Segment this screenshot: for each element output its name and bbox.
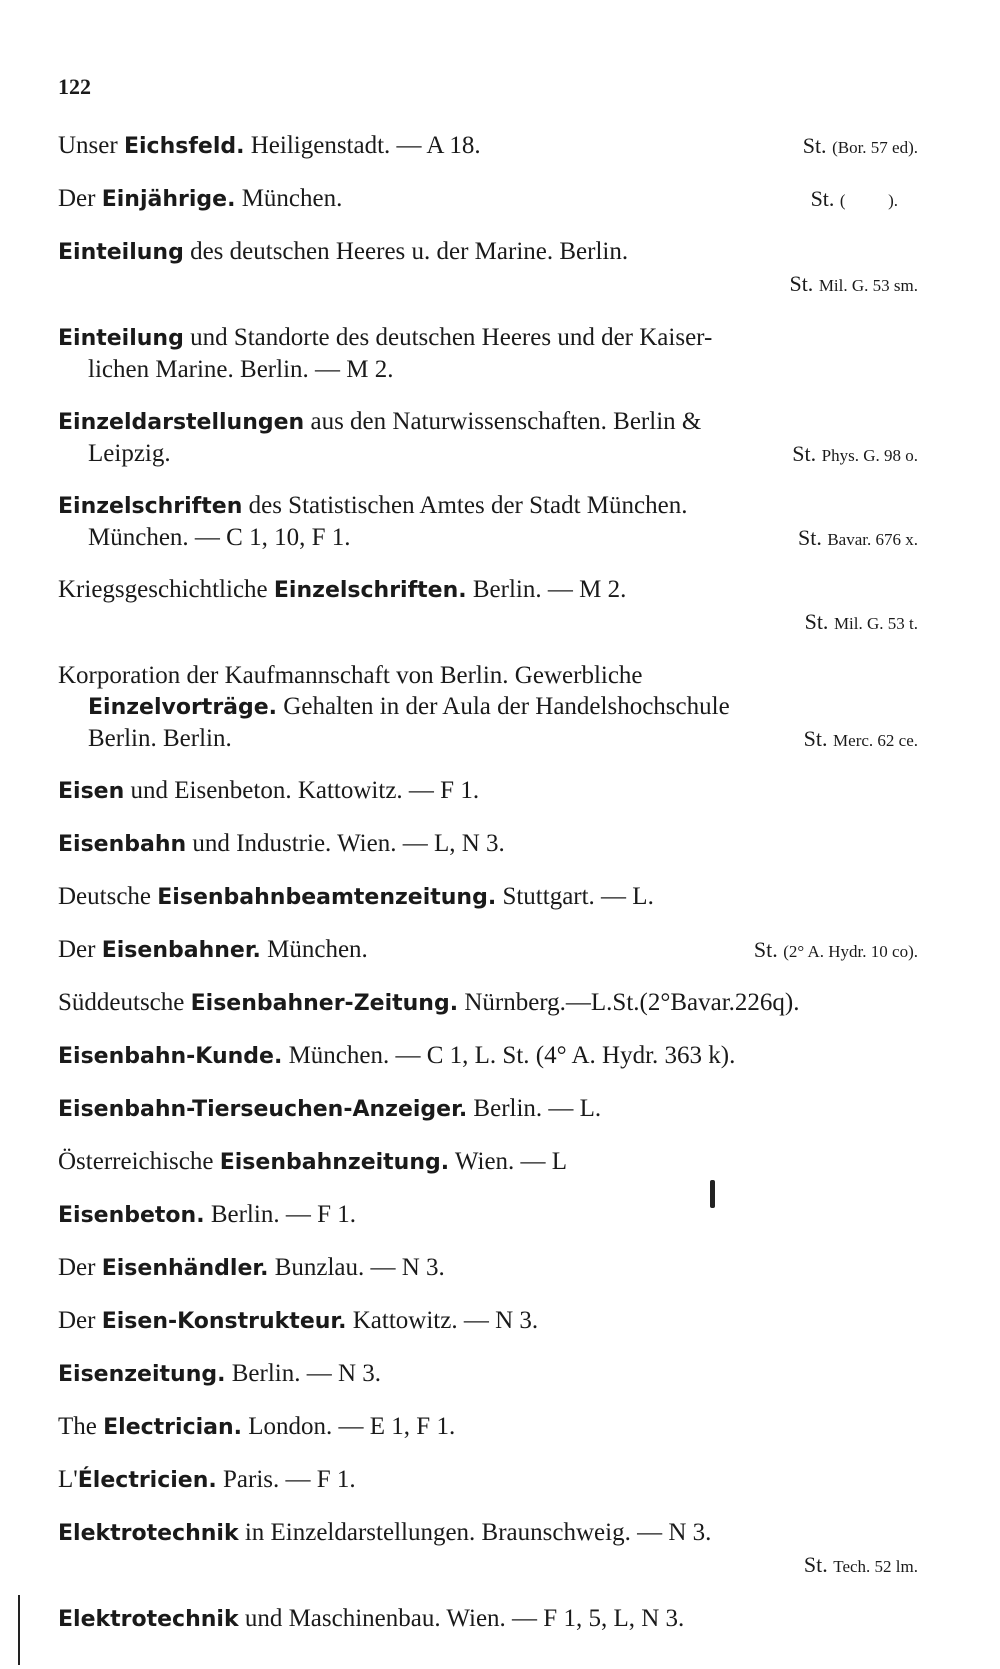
shelfmark: St. Mil. G. 53 sm. — [789, 271, 918, 296]
entry-prefix: Österreichische — [58, 1148, 220, 1175]
list-item — [58, 1199, 918, 1231]
entry-keyword: Eisenbahnzeitung. — [219, 1150, 450, 1175]
list-item — [58, 1603, 918, 1635]
entry-text: und Maschinenbau. Wien. — F 1, 5, L, N 3. — [238, 1605, 685, 1632]
entry-prefix: Deutsche — [58, 883, 158, 910]
page-number: 122 — [58, 74, 91, 99]
entry-text: Kattowitz. — N 3. — [346, 1307, 539, 1334]
catalog-entries — [58, 130, 918, 1656]
list-item — [58, 322, 918, 385]
entry-keyword: Eisenbahn-Tierseuchen-Anzeiger. — [58, 1097, 468, 1122]
entry-keyword: Einzelvorträge. — [88, 695, 278, 720]
entry-text: Gehalten in der Aula der Handelshochschule — [277, 693, 730, 720]
entry-text: aus den Naturwissenschaften. Berlin & — [304, 408, 702, 435]
entry-keyword: Eisen-Konstrukteur. — [101, 1309, 347, 1334]
entry-text: München. — [260, 936, 368, 963]
entry-prefix: Der — [58, 936, 102, 963]
entry-text: Heiligenstadt. — A 18. — [244, 132, 481, 159]
entry-prefix: Unser — [58, 132, 124, 159]
entry-keyword: Einzelschriften. — [273, 578, 467, 603]
entry-prefix: L' — [58, 1466, 78, 1493]
entry-keyword: Eisenbahner-Zeitung. — [190, 991, 459, 1016]
list-item — [58, 987, 918, 1019]
entry-keyword: Eisenbeton. — [58, 1203, 205, 1228]
entry-keyword: Elektrotechnik — [58, 1521, 239, 1546]
entry-text: Berlin. — L. — [467, 1095, 602, 1122]
list-item — [58, 236, 918, 301]
entry-keyword: Einzelschriften — [58, 494, 243, 519]
entry-text: des deutschen Heeres u. der Marine. Berlin. — [183, 238, 629, 265]
shelfmark: St. ( ). — [810, 186, 898, 211]
entry-text: und Industrie. Wien. — L, N 3. — [186, 830, 505, 857]
entry-text: Paris. — F 1. — [216, 1466, 356, 1493]
list-item — [58, 881, 918, 913]
entry-keyword: Eisenbahn-Kunde. — [58, 1044, 283, 1069]
entry-keyword: Eisen — [58, 779, 125, 804]
entry-text: Berlin. — M 2. — [466, 576, 627, 603]
entry-prefix: Korporation der Kaufmannschaft von Berlin. Gewerbliche — [58, 662, 643, 689]
list-item — [58, 1252, 918, 1284]
entry-keyword: Eisenhändler. — [101, 1256, 269, 1281]
list-item — [58, 828, 918, 860]
entry-text: Berlin. — N 3. — [225, 1360, 382, 1387]
entry-prefix: Der — [58, 1254, 102, 1281]
list-item — [58, 1305, 918, 1337]
entry-text: in Einzeldarstellungen. Braunschweig. — N 3. — [238, 1519, 712, 1546]
entry-prefix: Kriegsgeschichtliche — [58, 576, 274, 603]
list-item — [58, 1464, 918, 1496]
entry-text: Stuttgart. — L. — [496, 883, 654, 910]
entry-text: Bunzlau. — N 3. — [268, 1254, 445, 1281]
list-item — [58, 490, 918, 553]
entry-text: Nürnberg.—L.St.(2°Bavar.226q). — [458, 989, 800, 1016]
entry-text: London. — E 1, F 1. — [242, 1413, 456, 1440]
entry-keyword: Électricien. — [77, 1468, 217, 1493]
entry-keyword: Elektrotechnik — [58, 1607, 239, 1632]
shelfmark: St. Phys. G. 98 o. — [792, 441, 918, 466]
entry-keyword: Eichsfeld. — [123, 134, 245, 159]
entry-text: München. — [235, 185, 343, 212]
entry-prefix: Der — [58, 185, 102, 212]
entry-keyword: Eisenzeitung. — [58, 1362, 226, 1387]
entry-keyword: Eisenbahnbeamtenzeitung. — [157, 885, 497, 910]
entry-text: München. — C 1, L. St. (4° A. Hydr. 363 k). — [282, 1042, 736, 1069]
shelfmark: St. (Bor. 57 ed). — [802, 133, 918, 158]
list-item — [58, 130, 918, 162]
entry-continuation: lichen Marine. Berlin. — M 2. — [88, 356, 394, 383]
list-item — [58, 1358, 918, 1390]
entry-keyword: Einzeldarstellungen — [58, 410, 305, 435]
entry-continuation: Leipzig. — [88, 440, 171, 467]
entry-text: Wien. — L — [449, 1148, 568, 1175]
shelfmark: St. Tech. 52 lm. — [803, 1552, 918, 1577]
entry-keyword: Eisenbahner. — [101, 938, 261, 963]
list-item — [58, 1093, 918, 1125]
entry-text: und Standorte des deutschen Heeres und der Kaiser- — [183, 324, 713, 351]
shelfmark: St. Mil. G. 53 t. — [804, 609, 918, 634]
scan-margin-line — [18, 1595, 20, 1665]
entry-prefix: Der — [58, 1307, 102, 1334]
entry-keyword: Einteilung — [58, 326, 184, 351]
list-item — [58, 1146, 918, 1178]
entry-prefix: Süddeutsche — [58, 989, 191, 1016]
list-item — [58, 1040, 918, 1072]
shelfmark: St. Bavar. 676 x. — [797, 525, 918, 550]
entry-text: Berlin. — F 1. — [204, 1201, 356, 1228]
entry-text: und Eisenbeton. Kattowitz. — F 1. — [124, 777, 480, 804]
list-item — [58, 1411, 918, 1443]
entry-continuation: München. — C 1, 10, F 1. — [88, 524, 351, 551]
list-item — [58, 574, 918, 639]
ink-blot — [710, 1180, 715, 1208]
list-item — [58, 775, 918, 807]
entry-keyword: Eisenbahn — [58, 832, 187, 857]
entry-text: des Statistischen Amtes der Stadt München. — [242, 492, 688, 519]
shelfmark: St. Merc. 62 ce. — [803, 726, 918, 751]
list-item — [58, 660, 918, 754]
entry-keyword: Electrician. — [103, 1415, 243, 1440]
shelfmark: St. (2° A. Hydr. 10 co). — [753, 937, 918, 962]
entry-continuation: Berlin. Berlin. — [88, 725, 232, 752]
list-item — [58, 934, 918, 966]
entry-keyword: Einjährige. — [101, 187, 236, 212]
entry-keyword: Einteilung — [58, 240, 184, 265]
list-item — [58, 1517, 918, 1582]
list-item — [58, 406, 918, 469]
list-item — [58, 183, 918, 215]
entry-prefix: The — [58, 1413, 104, 1440]
